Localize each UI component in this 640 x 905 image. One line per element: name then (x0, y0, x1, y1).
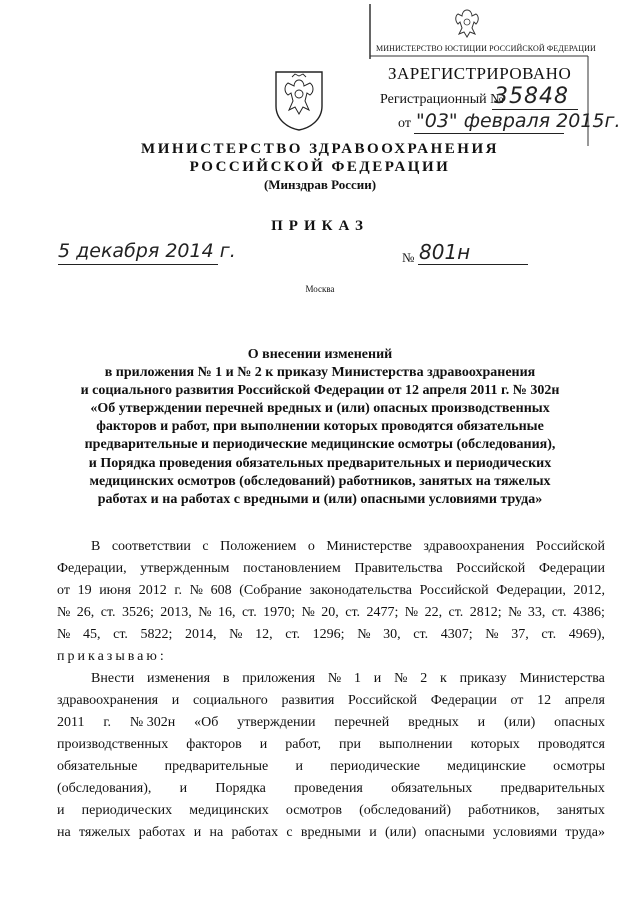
body-line (57, 646, 605, 668)
body-word: № (57, 605, 71, 620)
ministry-short-name: (Минздрав России) (263, 177, 377, 192)
body-line (57, 800, 605, 822)
body-word: 19 (77, 583, 92, 598)
body-word: выполнении (379, 737, 453, 752)
body-line (57, 734, 605, 756)
body-word: 2477; (366, 605, 399, 620)
body-word: Российской (456, 561, 526, 576)
body-word: 12, (255, 627, 273, 642)
body-word: № (394, 671, 408, 686)
body-word: 1296; (312, 627, 345, 642)
body-word: и (295, 759, 303, 774)
body-word: к (440, 671, 447, 686)
body-word: работ, (285, 737, 321, 752)
stamp-date: "03" февраля 2015г. (416, 110, 621, 132)
body-word: работах (138, 825, 186, 840)
body-word: 5822; (140, 627, 173, 642)
body-word: 22, (424, 605, 443, 620)
body-word: ст. (285, 627, 301, 642)
body-word: № (404, 605, 419, 620)
body-word: 4969), (568, 627, 605, 642)
body-word: № (327, 671, 342, 686)
body-line (57, 822, 605, 844)
stamp-date-label: от (398, 116, 411, 131)
body-word: законодательства (309, 583, 412, 598)
body-word: и (171, 693, 180, 708)
body-word: 12 (537, 693, 552, 708)
body-word: здравоохранения (57, 693, 159, 708)
body-word: предварительные (164, 759, 269, 774)
body-word: 608 (210, 583, 232, 598)
body-word: о (307, 539, 315, 554)
body-word: ст. (448, 605, 464, 620)
title-line: О внесении изменений (247, 347, 393, 362)
body-word: тяжелых (79, 825, 131, 840)
body-word: вредными (300, 825, 361, 840)
body-word: 4307; (440, 627, 473, 642)
body-word: от (510, 693, 524, 708)
title-line: и социального развития Российской Федерации от 12 апреля 2011 г. № 302н (80, 383, 560, 399)
title-line: медицинских осмотров (обследований) работников, занятых на тяжелых (89, 473, 551, 489)
body-word: осмотры (553, 759, 605, 774)
body-word: 2013, (160, 605, 192, 620)
body-word: с (202, 539, 209, 554)
body-word: занятых (556, 803, 605, 818)
body-word: и (57, 803, 65, 818)
body-line (57, 580, 605, 602)
body-line (57, 536, 605, 558)
body-word: 45, (82, 627, 101, 642)
coat-of-arms-icon (272, 68, 326, 132)
body-word: ст. (541, 627, 557, 642)
body-word: № (301, 605, 315, 620)
document-type: ПРИКАЗ (271, 218, 369, 234)
body-word: периодических (81, 803, 173, 818)
body-word: и (373, 671, 382, 686)
body-word: труда» (565, 825, 605, 840)
body-word: развития (281, 693, 335, 708)
body-word: № (189, 583, 203, 598)
body-line (57, 558, 605, 580)
order-number-label: № (402, 250, 415, 265)
body-word: 16, (218, 605, 236, 620)
body-word: опасными (424, 825, 485, 840)
body-word: № 302н (129, 715, 176, 730)
body-word: медицинские (447, 759, 526, 774)
body-word: Правительства (354, 561, 443, 576)
title-line: «Об утверждении перечней вредных и (или) опасных производственных (90, 401, 550, 417)
body-word: на (57, 825, 71, 840)
title-line: работах и на работах с вредными и (или) опасными условиями труда» (97, 491, 543, 507)
body-line (57, 624, 605, 646)
body-word: ст. (113, 627, 128, 642)
body-word: проведения (294, 781, 363, 796)
body-word: 2812; (469, 605, 502, 620)
body-word: и (193, 825, 202, 840)
body-word: 33, (527, 605, 546, 620)
body-word: 2011 (57, 715, 85, 730)
body-word: постановлением (243, 561, 341, 576)
body-word: Федерации, (496, 583, 566, 598)
body-word: Российской (348, 693, 418, 708)
body-word: социального (192, 693, 268, 708)
body-word: 2014, (185, 627, 217, 642)
order-word: приказываю: (57, 649, 167, 664)
body-word: от (57, 583, 70, 598)
title-line: и Порядка проведения обязательных предварительных и периодических (88, 455, 552, 471)
body-word: перечней (334, 715, 390, 730)
body-word: № (508, 605, 522, 620)
body-word: № (198, 605, 212, 620)
body-word: которых (470, 737, 520, 752)
body-word: Российской (419, 583, 489, 598)
body-word: 1970; (263, 605, 296, 620)
body-word: 2 (420, 671, 428, 686)
order-date: 5 декабря 2014 г. (58, 240, 236, 262)
ministry-name-line1: МИНИСТЕРСТВО ЗДРАВООХРАНЕНИЯ (141, 141, 499, 157)
body-word: Российской (535, 539, 605, 554)
stamp-number-label: Регистрационный № (380, 92, 504, 107)
body-word: 4386; (573, 605, 605, 620)
body-word: 3526; (121, 605, 154, 620)
body-word: ст. (100, 605, 116, 620)
stamp-eagle-icon (450, 6, 484, 40)
body-word: «Об (194, 715, 219, 730)
order-number-underline (418, 264, 528, 265)
body-word: обязательные (57, 759, 138, 774)
body-word: изменения (147, 671, 211, 686)
body-word: (Собрание (239, 583, 302, 598)
body-word: Внести (91, 671, 135, 686)
body-word: предварительных (500, 781, 605, 796)
body-word: Министерстве (326, 539, 412, 554)
body-word: Федерации, (57, 561, 127, 576)
body-word: (или) (503, 715, 536, 730)
body-word: и (259, 737, 268, 752)
body-word: (или) (384, 825, 417, 840)
body-word: опасных (554, 715, 605, 730)
body-word: утвержденным (140, 561, 230, 576)
title-line: факторов и работ, при выполнении которых проводятся обязательные (96, 419, 544, 435)
body-word: с (286, 825, 293, 840)
stamp-date-underline (414, 133, 564, 134)
body-word: и (477, 715, 486, 730)
body-word: приложения (242, 671, 316, 686)
body-word: Министерства (519, 671, 605, 686)
body-word: 26, (76, 605, 95, 620)
body-word: утверждении (237, 715, 316, 730)
body-word: июня (99, 583, 132, 598)
body-word: Федерации (430, 693, 497, 708)
ministry-name (0, 140, 640, 176)
body-word: № (485, 627, 499, 642)
body-word: производственных (57, 737, 169, 752)
order-title (56, 346, 584, 509)
body-word: 1 (353, 671, 361, 686)
body-word: работах (231, 825, 279, 840)
body-line (57, 712, 605, 734)
body-word: (обследований) (359, 803, 452, 818)
body-word: Порядка (215, 781, 266, 796)
order-body (57, 536, 605, 844)
body-word: № (57, 627, 71, 642)
stamp-ministry-name: МИНИСТЕРСТВО ЮСТИЦИИ РОССИЙСКОЙ ФЕДЕРАЦИИ (376, 44, 596, 53)
body-word: г. (174, 583, 182, 598)
body-word: и (369, 825, 377, 840)
body-word: 37, (511, 627, 529, 642)
body-word: Федерации (538, 561, 605, 576)
body-word: работников, (468, 803, 540, 818)
body-word: вредных (408, 715, 459, 730)
body-word: факторов (186, 737, 242, 752)
ministry-name-line2: РОССИЙСКОЙ ФЕДЕРАЦИИ (189, 159, 451, 175)
body-word: № (229, 627, 243, 642)
stamp-number: 35848 (494, 84, 569, 109)
body-word: осмотров (285, 803, 342, 818)
body-word: медицинских (189, 803, 269, 818)
stamp-registered: ЗАРЕГИСТРИРОВАНО (388, 64, 572, 83)
title-line: предварительные и периодические медицинские осмотры (обследования), (84, 437, 556, 453)
body-word: на (209, 825, 224, 840)
body-word: и (179, 781, 188, 796)
body-word: В (91, 539, 101, 554)
body-word: соответствии (111, 539, 191, 554)
body-word: периодические (330, 759, 420, 774)
city: Москва (305, 284, 335, 294)
body-word: г. (103, 715, 112, 730)
body-line (57, 602, 605, 624)
body-word: (обследования), (57, 781, 152, 796)
body-word: ст. (241, 605, 257, 620)
title-line: в приложения № 1 и № 2 к приказу Министерства здравоохранения (104, 365, 536, 381)
body-word: условиями (493, 825, 558, 840)
body-word: ст. (345, 605, 361, 620)
body-word: ст. (413, 627, 429, 642)
body-word: ст. (551, 605, 567, 620)
body-word: здравоохранения (423, 539, 525, 554)
body-word: № (357, 627, 371, 642)
body-word: 2012 (138, 583, 167, 598)
body-word: 30, (383, 627, 401, 642)
body-word: обязательных (391, 781, 473, 796)
body-line (57, 778, 605, 800)
body-word: проводятся (537, 737, 605, 752)
body-word: приказу (459, 671, 507, 686)
order-number: 801н (419, 240, 471, 264)
body-line (57, 668, 605, 690)
body-line (57, 690, 605, 712)
body-word: 20, (321, 605, 339, 620)
body-word: 2012, (573, 583, 605, 598)
body-word: при (339, 737, 361, 752)
body-line (57, 756, 605, 778)
body-word: Положением (220, 539, 297, 554)
order-date-underline (58, 264, 218, 265)
body-word: апреля (564, 693, 605, 708)
body-word: в (222, 671, 230, 686)
